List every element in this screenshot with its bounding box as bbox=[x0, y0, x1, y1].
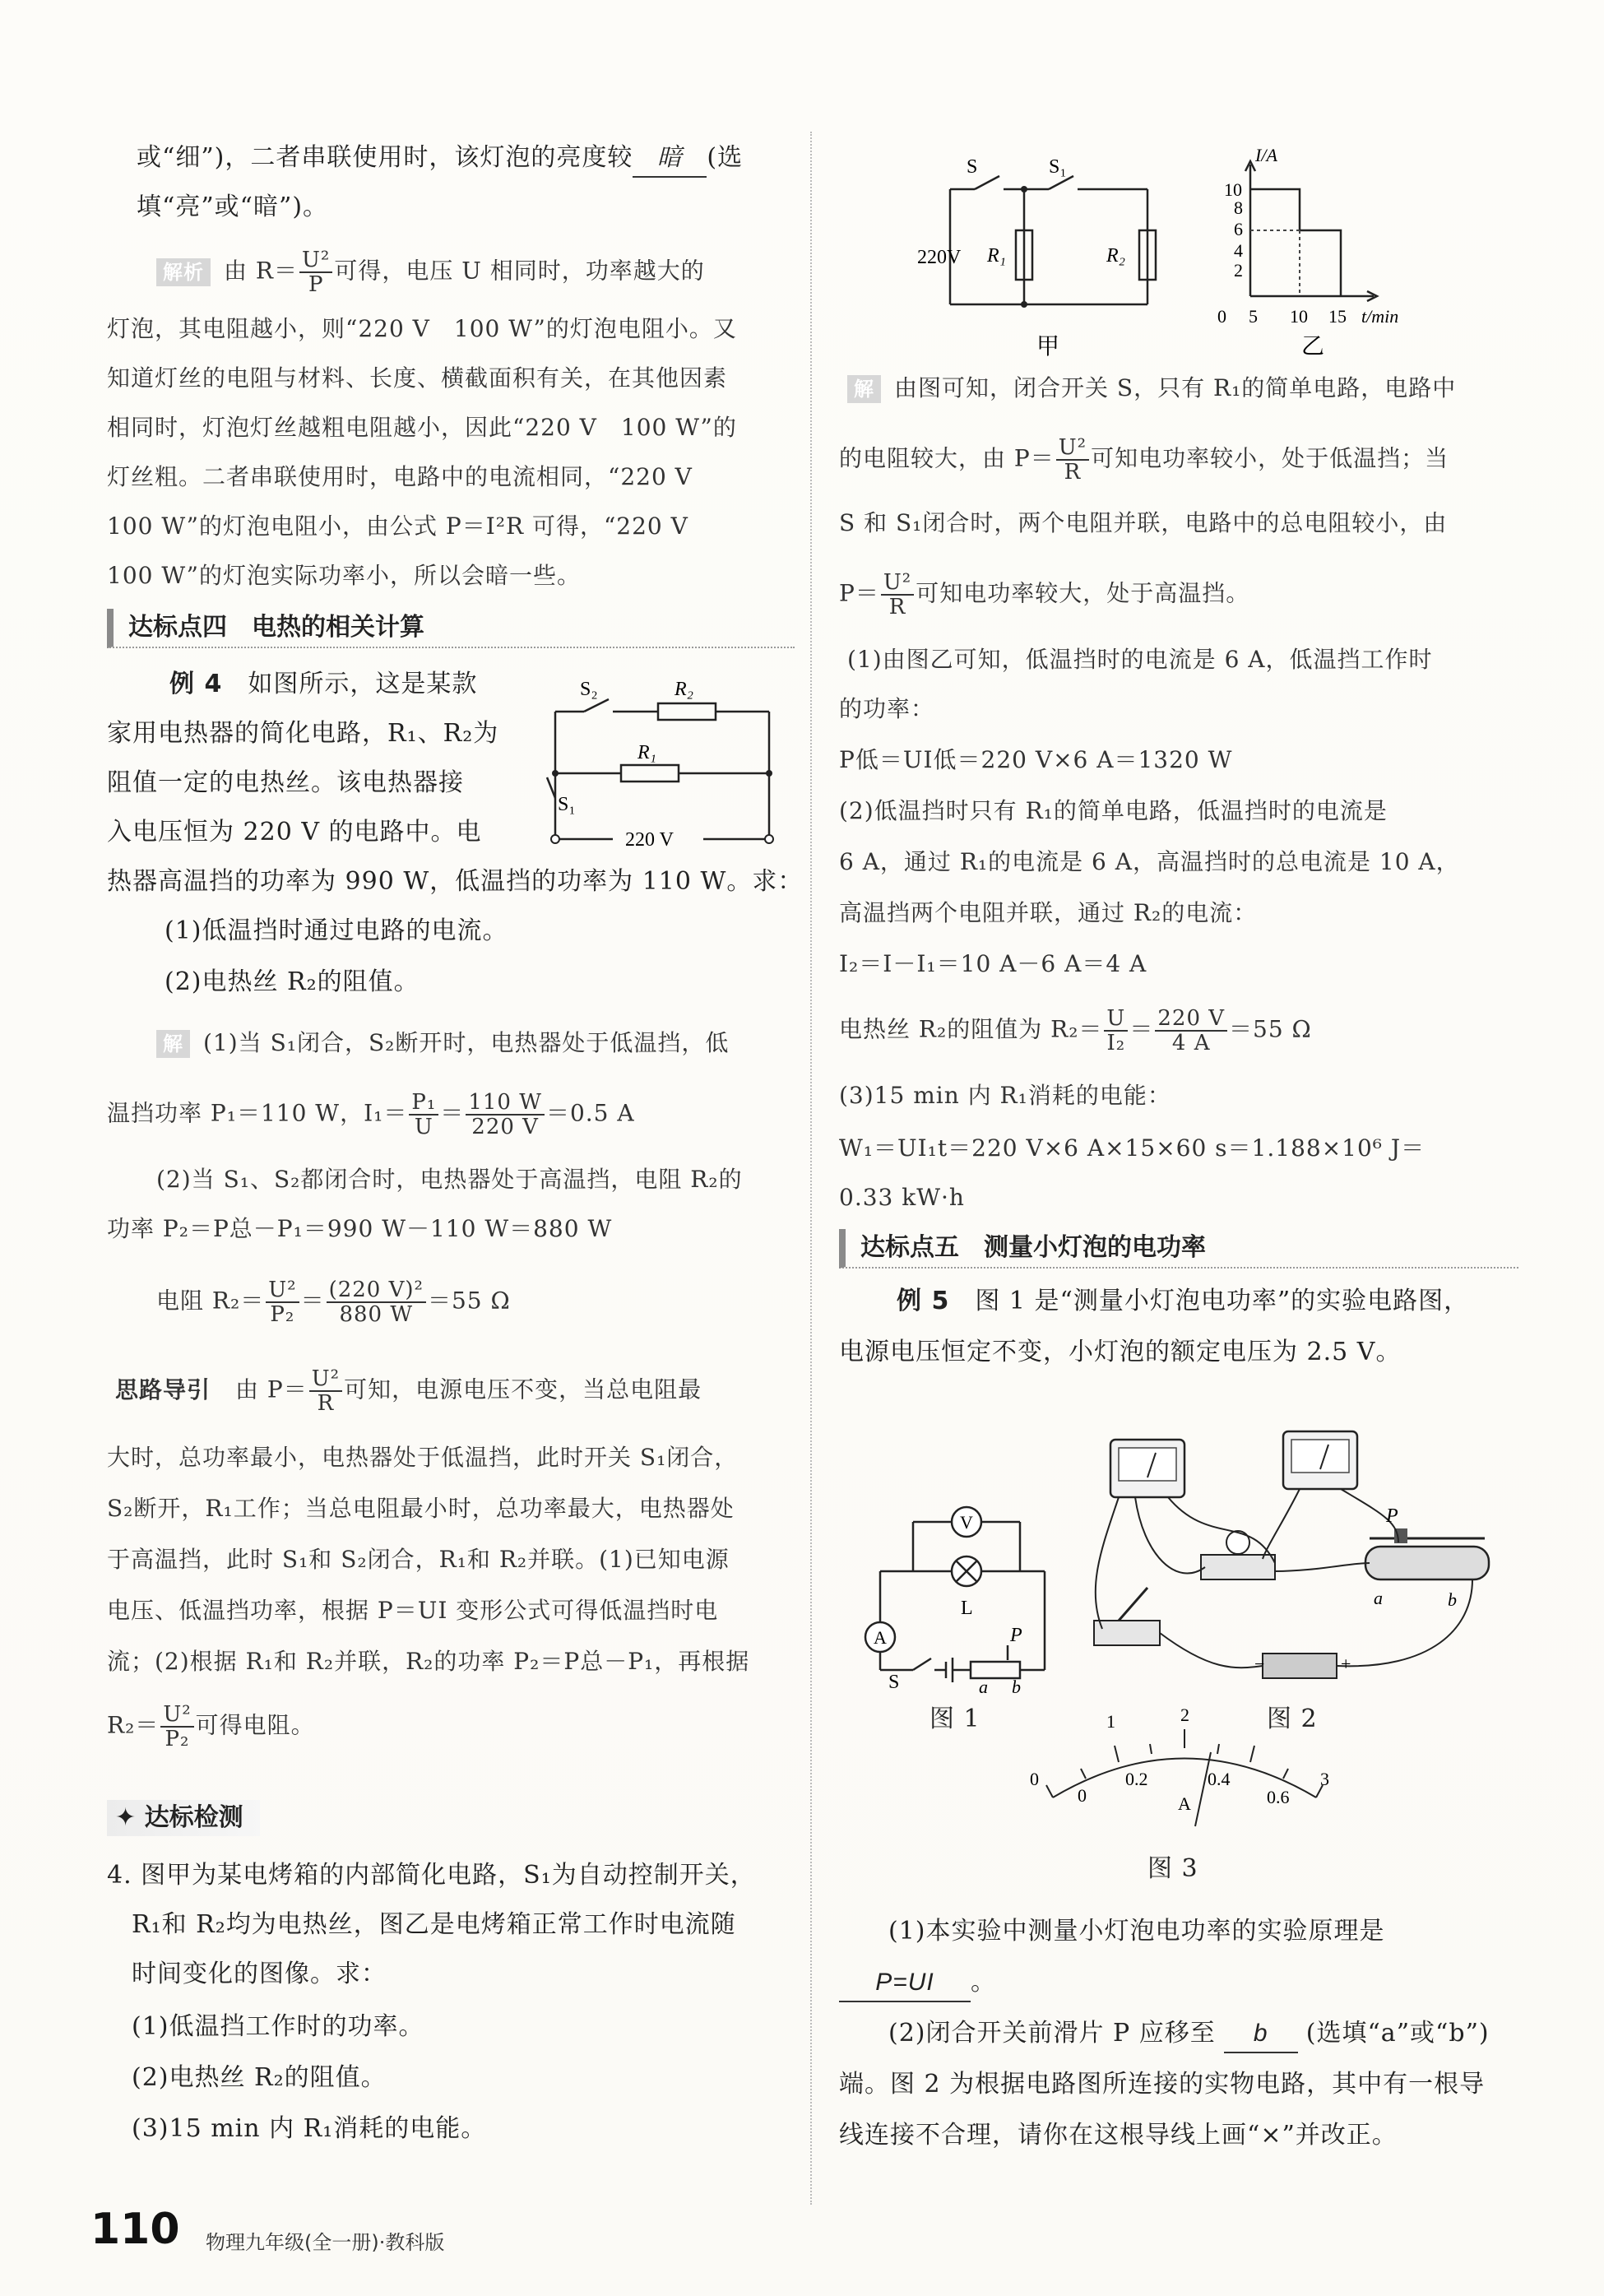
text-line: S 和 S₁闭合时，两个电阻并联，电路中的总电阻较小，由 bbox=[839, 509, 1448, 536]
text-line: 热器高温挡的功率为 990 W，低温挡的功率为 110 W。求： bbox=[107, 867, 804, 896]
fraction: $\frac{220 V}{4 A}$ bbox=[1155, 1007, 1227, 1055]
text-line: 的功率： bbox=[839, 695, 935, 722]
text-line: I₂＝I－I₁＝10 A－6 A＝4 A bbox=[839, 950, 1147, 977]
solution-tag: 解 bbox=[847, 375, 881, 403]
svg-text:2: 2 bbox=[1180, 1705, 1189, 1725]
text-line: (2)当 S₁、S₂都闭合时，电热器处于高温挡，电阻 R₂的 bbox=[156, 1166, 743, 1193]
section-heading: 达标点四 电热的相关计算 bbox=[107, 609, 795, 648]
text-line: 入电压恒为 220 V 的电路中。电 bbox=[107, 818, 482, 847]
answer-blank: b bbox=[1224, 2015, 1298, 2053]
text-line: 例 4 如图所示，这是某款 bbox=[169, 670, 478, 698]
svg-text:0.2: 0.2 bbox=[1125, 1769, 1148, 1789]
solution-tag: 解 bbox=[156, 1030, 190, 1058]
svg-text:10: 10 bbox=[1224, 179, 1242, 200]
fraction: $\frac{\text{U²}}{R}$ bbox=[309, 1367, 342, 1415]
text-line: (1)由图乙可知，低温挡时的电流是 6 A，低温挡工作时 bbox=[847, 646, 1433, 673]
figure3-ammeter-dial bbox=[1028, 1703, 1341, 1843]
terminal-a: a bbox=[1374, 1588, 1383, 1608]
label-S2: S₂ bbox=[580, 679, 598, 700]
fraction: $\frac{\text{U²}}{R}$ bbox=[881, 571, 914, 619]
figure1-circuit bbox=[855, 1473, 1053, 1695]
label-S1: S₁ bbox=[558, 794, 576, 815]
fraction: $\frac{110 W}{220 V}$ bbox=[466, 1091, 545, 1139]
caption-yi: 乙 bbox=[1301, 334, 1325, 359]
ammeter-label: A bbox=[874, 1627, 887, 1648]
text-line: 电压、低温挡功率，根据 P＝UI 变形公式可得低温挡时电 bbox=[107, 1597, 719, 1624]
svg-text:0.6: 0.6 bbox=[1267, 1787, 1290, 1807]
terminal-b: b bbox=[1012, 1677, 1021, 1695]
fraction: $\frac{U}{\text{I₂}}$ bbox=[1104, 1007, 1128, 1055]
text-line: P＝ $\frac{\text{U²}}{R}$ 可知电功率较大，处于高温挡。 bbox=[839, 570, 1250, 619]
fraction: $\frac{\text{U²}}{\text{P₂}}$ bbox=[160, 1703, 193, 1751]
slider-label-P: P bbox=[1386, 1505, 1398, 1527]
text-line: 6 A，通过 R₁的电流是 6 A，高温挡时的总电流是 10 A， bbox=[839, 848, 1460, 875]
guide-label: 思路导引 bbox=[115, 1375, 211, 1403]
text-line: 填“亮”或“暗”)。 bbox=[137, 192, 329, 221]
caption-jia: 甲 bbox=[1036, 334, 1060, 359]
text-line: 家用电热器的简化电路，R₁、R₂为 bbox=[107, 719, 499, 748]
svg-text:3: 3 bbox=[1320, 1769, 1329, 1789]
svg-text:8: 8 bbox=[1234, 197, 1243, 218]
text-line: 相同时，灯泡灯丝越粗电阻越小，因此“220 V 100 W”的 bbox=[107, 414, 737, 441]
figure-caption: 图 2 bbox=[1267, 1705, 1318, 1733]
svg-text:6: 6 bbox=[1234, 219, 1243, 239]
label-220V: 220V bbox=[917, 247, 962, 268]
answer-blank: P=UI bbox=[839, 1964, 971, 2002]
figure-yi-graph bbox=[1209, 140, 1481, 362]
figure-caption: 图 3 bbox=[1147, 1854, 1198, 1883]
text-line: 流；(2)根据 R₁和 R₂并联，R₂的功率 P₂＝P总－P₁，再根据 bbox=[107, 1648, 750, 1675]
axis-label-t: t/min bbox=[1361, 306, 1399, 327]
fraction: $\frac{\text{U²}}{\text{P₂}}$ bbox=[266, 1278, 299, 1326]
question-line: (1)低温挡时通过电路的电流。 bbox=[165, 916, 508, 945]
text-line: P=UI 。 bbox=[839, 1964, 996, 2002]
text-line: 线连接不合理，请你在这根导线上画“×”并改正。 bbox=[839, 2121, 1398, 2150]
question-line: 时间变化的图像。求： bbox=[132, 1960, 387, 1988]
text-line: 端。图 2 为根据电路图所连接的实物电路，其中有一根导 bbox=[839, 2070, 1486, 2099]
text-line: 大时，总功率最小，电热器处于低温挡，此时开关 S₁闭合， bbox=[107, 1444, 739, 1471]
text-line: 解 由图可知，闭合开关 S，只有 R₁的简单电路，电路中 bbox=[847, 370, 1456, 406]
text-line: 电源电压恒定不变，小灯泡的额定电压为 2.5 V。 bbox=[839, 1338, 1402, 1366]
text-line: (1)本实验中测量小灯泡电功率的实验原理是 bbox=[888, 1917, 1385, 1946]
lamp-label: L bbox=[961, 1598, 973, 1619]
text-line: 电热丝 R₂的阻值为 R₂＝ $\frac{U}{\text{I₂}}$ ＝ $\frac{220 V}{4 A}$ ＝55 Ω bbox=[839, 1006, 1312, 1055]
text-line: 0.33 kW·h bbox=[839, 1184, 965, 1211]
figure-caption: 图 1 bbox=[929, 1705, 980, 1733]
label-R2: R₂ bbox=[1106, 245, 1126, 267]
page-footer bbox=[90, 2205, 445, 2254]
text-line: P低＝UI低＝220 V×6 A＝1320 W bbox=[839, 746, 1233, 773]
answer-blank: 暗 bbox=[633, 140, 707, 178]
page-number: 110 bbox=[90, 2205, 180, 2254]
axis-label-I: I/A bbox=[1255, 145, 1277, 165]
text-line: 灯泡，其电阻越小，则“220 V 100 W”的灯泡电阻小。又 bbox=[107, 315, 737, 342]
question-line: (2)电热丝 R₂的阻值。 bbox=[132, 2063, 387, 2092]
figure-jia-circuit bbox=[917, 156, 1189, 362]
analysis-tag: 解析 bbox=[156, 258, 211, 286]
text-line: 解析 由 R＝ $\frac{\text{U²}}{P}$ 可得，电压 U 相同时，功率越大的 bbox=[156, 248, 705, 296]
terminal-b: b bbox=[1448, 1589, 1457, 1610]
text-line: 解 (1)当 S₁闭合，S₂断开时，电热器处于低温挡，低 bbox=[156, 1025, 729, 1061]
fraction: $\frac{\text{U²}}{R}$ bbox=[1056, 436, 1089, 484]
example4-circuit-diagram bbox=[543, 666, 781, 856]
label-S1: S₁ bbox=[1049, 156, 1067, 178]
slider-label-P: P bbox=[1010, 1625, 1022, 1646]
svg-text:A: A bbox=[1178, 1793, 1191, 1814]
text-line: 阻值一定的电热丝。该电热器接 bbox=[107, 768, 464, 797]
svg-text:0: 0 bbox=[1030, 1769, 1039, 1789]
label-220V: 220 V bbox=[625, 829, 674, 851]
text-line: 思路导引 由 P＝ $\frac{\text{U²}}{R}$ 可知，电源电压不变，当总电阻最 bbox=[115, 1366, 702, 1416]
question-line: 4. 图甲为某电烤箱的内部简化电路，S₁为自动控制开关， bbox=[107, 1861, 756, 1890]
svg-text:0.4: 0.4 bbox=[1208, 1769, 1231, 1789]
label-R1: R₁ bbox=[637, 742, 657, 763]
text-line: 100 W”的灯泡电阻小，由公式 P＝I²R 可得，“220 V bbox=[107, 513, 688, 540]
svg-text:2: 2 bbox=[1234, 260, 1243, 281]
svg-text:15: 15 bbox=[1328, 306, 1347, 327]
svg-text:0: 0 bbox=[1217, 306, 1226, 327]
text-line: 高温挡两个电阻并联，通过 R₂的电流： bbox=[839, 899, 1258, 926]
section-heading: 达标点五 测量小灯泡的电功率 bbox=[839, 1229, 1518, 1269]
text-line: S₂断开，R₁工作；当总电阻最小时，总功率最大，电热器处 bbox=[107, 1495, 735, 1522]
fraction: $\frac{\text{(220 V)²}}{880 W}$ bbox=[327, 1278, 426, 1326]
voltmeter-label: V bbox=[960, 1512, 973, 1533]
example-label: 例 4 bbox=[169, 670, 223, 698]
figure2-apparatus bbox=[1086, 1423, 1497, 1686]
text-line: 于高温挡，此时 S₁和 S₂闭合，R₁和 R₂并联。(1)已知电源 bbox=[107, 1546, 730, 1573]
check-heading: ✦ 达标检测 bbox=[107, 1800, 260, 1836]
text-line: W₁＝UI₁t＝220 V×6 A×15×60 s＝1.188×10⁶ J＝ bbox=[839, 1134, 1426, 1162]
fraction: $\frac{\text{U²}}{P}$ bbox=[299, 248, 332, 296]
text-line: R₂＝ $\frac{\text{U²}}{\text{P₂}}$ 可得电阻。 bbox=[107, 1702, 315, 1751]
question-line: (2)电热丝 R₂的阻值。 bbox=[165, 967, 420, 996]
svg-text:1: 1 bbox=[1106, 1711, 1115, 1732]
question-line: (1)低温挡工作时的功率。 bbox=[132, 2012, 424, 2041]
text-line: 电阻 R₂＝ $\frac{\text{U²}}{\text{P₂}}$ ＝ $\frac{\text{(220 V)²}}{880 W}$ ＝55 Ω bbox=[156, 1278, 511, 1327]
svg-text:+: + bbox=[1341, 1654, 1351, 1674]
terminal-a: a bbox=[979, 1677, 988, 1695]
example-label: 例 5 bbox=[897, 1287, 950, 1315]
svg-text:10: 10 bbox=[1290, 306, 1308, 327]
star-icon: ✦ bbox=[115, 1803, 137, 1832]
question-line: (3)15 min 内 R₁消耗的电能。 bbox=[132, 2114, 487, 2143]
text-line: 功率 P₂＝P总－P₁＝990 W－110 W＝880 W bbox=[107, 1215, 613, 1242]
svg-text:−: − bbox=[1254, 1654, 1265, 1674]
label-R1: R₁ bbox=[987, 245, 1007, 267]
text-line: 灯丝粗。二者串联使用时，电路中的电流相同，“220 V bbox=[107, 463, 693, 490]
text-line: 例 5 图 1 是“测量小灯泡电功率”的实验电路图， bbox=[897, 1287, 1470, 1315]
text-line: 温挡功率 P₁＝110 W，I₁＝ $\frac{\text{P₁}}{U}$ ＝ $\frac{110 W}{220 V}$ ＝0.5 A bbox=[107, 1090, 635, 1139]
svg-text:5: 5 bbox=[1249, 306, 1258, 327]
column-divider bbox=[810, 132, 812, 2205]
book-title: 物理九年级(全一册)·教科版 bbox=[206, 2231, 445, 2254]
text-line: 知道灯丝的电阻与材料、长度、横截面积有关，在其他因素 bbox=[107, 364, 728, 392]
switch-label: S bbox=[888, 1672, 900, 1693]
text-line: (2)低温挡时只有 R₁的简单电路，低温挡时的电流是 bbox=[839, 797, 1388, 824]
text-line: 或“细”)，二者串联使用时，该灯泡的亮度较 暗 (选 bbox=[137, 140, 743, 178]
label-S: S bbox=[967, 156, 978, 178]
text-line: 的电阻较大，由 P＝ $\frac{\text{U²}}{R}$ 可知电功率较小，处于低温挡；当 bbox=[839, 435, 1449, 485]
question-line: R₁和 R₂均为电热丝，图乙是电烤箱正常工作时电流随 bbox=[132, 1910, 736, 1939]
fraction: $\frac{\text{P₁}}{U}$ bbox=[409, 1091, 438, 1139]
text-line: (2)闭合开关前滑片 P 应移至 b (选填“a”或“b”) bbox=[888, 2015, 1490, 2053]
svg-text:4: 4 bbox=[1234, 240, 1243, 261]
text-line: 100 W”的灯泡实际功率小，所以会暗一些。 bbox=[107, 562, 581, 589]
label-R2: R₂ bbox=[675, 679, 694, 700]
text-line: (3)15 min 内 R₁消耗的电能： bbox=[839, 1082, 1171, 1109]
svg-text:0: 0 bbox=[1078, 1785, 1087, 1806]
